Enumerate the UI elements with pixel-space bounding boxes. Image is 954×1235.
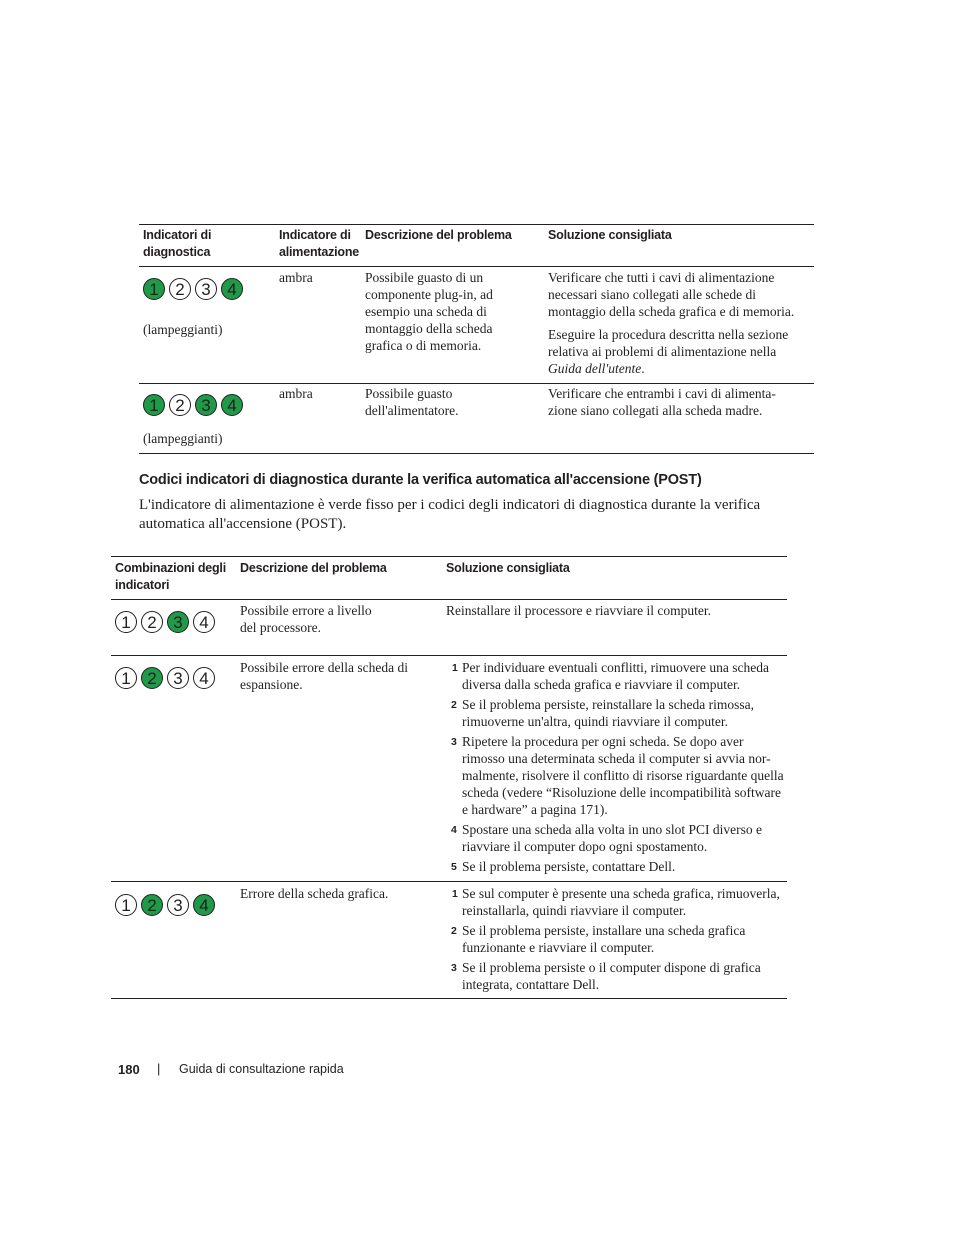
led-2-icon: 2 xyxy=(141,894,163,916)
solution-steps xyxy=(446,659,788,878)
solution-text: . xyxy=(641,361,645,376)
problem-description: Possibile errore della scheda di espansione. xyxy=(240,660,408,692)
table-top-rule xyxy=(111,556,787,557)
footer-title: Guida di consultazione rapida xyxy=(179,1062,344,1076)
step-text: Se il problema persiste, contattare Dell. xyxy=(462,859,676,874)
step-number: 3 xyxy=(451,962,457,974)
column-header: Indicatore di alimentazione xyxy=(279,228,360,259)
step-number: 4 xyxy=(451,824,457,836)
led-indicators xyxy=(143,278,243,300)
row-rule xyxy=(111,655,787,656)
column-header: Descrizione del problema xyxy=(240,561,387,575)
step-text: Per individuare eventuali conflitti, rimuovere una scheda diversa dalla scheda grafica e riavviare il computer. xyxy=(462,660,770,692)
header-rule xyxy=(111,599,787,600)
list-item xyxy=(446,659,788,693)
led-4-icon: 4 xyxy=(193,611,215,633)
column-header: Soluzione consigliata xyxy=(548,228,672,242)
led-3-icon: 3 xyxy=(195,394,217,416)
table-bottom-rule xyxy=(139,453,814,454)
solution-text: Eseguire la procedura descritta nella sezione relativa ai problemi di alimentazione nella xyxy=(548,327,789,359)
step-text: Se il problema persiste, installare una scheda grafica funzionante e riavviare il computer. xyxy=(462,923,746,955)
list-item xyxy=(446,733,788,818)
led-indicators xyxy=(115,611,215,633)
solution-steps xyxy=(446,885,780,996)
led-3-icon: 3 xyxy=(167,611,189,633)
solution-paragraph xyxy=(548,326,810,377)
column-header: Descrizione del problema xyxy=(365,228,512,242)
step-text: Se il problema persiste o il computer dispone di grafica integrata, contattare Dell. xyxy=(462,960,761,992)
led-1-icon: 1 xyxy=(115,611,137,633)
user-guide-reference: Guida dell'utente xyxy=(548,361,642,376)
problem-description: Errore della scheda grafica. xyxy=(240,886,389,901)
led-1-icon: 1 xyxy=(115,667,137,689)
led-4-icon: 4 xyxy=(193,667,215,689)
step-number: 2 xyxy=(451,699,457,711)
list-item xyxy=(446,821,788,855)
column-header: Soluzione consigliata xyxy=(446,561,570,575)
list-item xyxy=(446,885,780,919)
step-number: 3 xyxy=(451,736,457,748)
suggested-solution xyxy=(548,269,814,377)
step-number: 2 xyxy=(451,925,457,937)
led-indicators xyxy=(115,667,215,689)
blink-note: (lampeggianti) xyxy=(143,322,223,337)
led-indicators xyxy=(115,894,215,916)
step-text: Spostare una scheda alla volta in uno slot PCI diverso e riavviare il computer dopo ogni spostamento. xyxy=(462,822,762,854)
blink-note: (lampeggianti) xyxy=(143,431,223,446)
power-indicator-value: ambra xyxy=(279,386,313,401)
led-2-icon: 2 xyxy=(141,611,163,633)
led-2-icon: 2 xyxy=(141,667,163,689)
list-item xyxy=(446,922,780,956)
row-rule xyxy=(111,881,787,882)
led-3-icon: 3 xyxy=(167,667,189,689)
power-indicator-value: ambra xyxy=(279,270,313,285)
section-heading: Codici indicatori di diagnostica durante la verifica automatica all'accensione (POST) xyxy=(139,472,702,488)
led-2-icon: 2 xyxy=(169,278,191,300)
problem-description: Possibile errore a livello del processore. xyxy=(240,603,372,635)
footer-separator: | xyxy=(157,1061,161,1076)
page-number: 180 xyxy=(118,1062,140,1077)
led-4-icon: 4 xyxy=(221,394,243,416)
led-indicators xyxy=(143,394,243,416)
step-text: Se il problema persiste, reinstallare la scheda rimossa, rimuoverne un'altra, quindi riavviare il computer. xyxy=(462,697,755,729)
led-2-icon: 2 xyxy=(169,394,191,416)
step-number: 5 xyxy=(451,861,457,873)
suggested-solution: Verificare che entrambi i cavi di alimenta-zione siano collegati alla scheda madre. xyxy=(548,386,776,418)
solution-paragraph: Verificare che tutti i cavi di alimentazione necessari siano collegati alle schede di montaggio della scheda grafica e di memoria. xyxy=(548,270,795,319)
led-4-icon: 4 xyxy=(221,278,243,300)
led-3-icon: 3 xyxy=(195,278,217,300)
row-rule xyxy=(139,383,814,384)
column-header: Indicatori di diagnostica xyxy=(143,228,212,259)
led-3-icon: 3 xyxy=(167,894,189,916)
step-number: 1 xyxy=(452,888,458,900)
step-text: Se sul computer è presente una scheda grafica, rimuoverla, reinstallarla, quindi riavviare il computer. xyxy=(462,886,780,918)
list-item xyxy=(446,858,788,875)
led-1-icon: 1 xyxy=(143,394,165,416)
column-header: Combinazioni degli indicatori xyxy=(115,561,226,592)
step-number: 1 xyxy=(452,662,458,674)
header-rule xyxy=(139,266,814,267)
problem-description: Possibile guasto di un componente plug-in, ad esempio una scheda di montaggio della scheda grafica o di memoria. xyxy=(365,270,493,353)
list-item xyxy=(446,959,780,993)
list-item xyxy=(446,696,788,730)
table-bottom-rule xyxy=(111,998,787,999)
led-1-icon: 1 xyxy=(115,894,137,916)
table-top-rule xyxy=(139,224,814,225)
led-1-icon: 1 xyxy=(143,278,165,300)
section-paragraph: L'indicatore di alimentazione è verde fisso per i codici degli indicatori di diagnostica durante la verifica automatica all'accensione (POST). xyxy=(139,497,761,532)
problem-description: Possibile guasto dell'alimentatore. xyxy=(365,386,459,418)
suggested-solution: Reinstallare il processore e riavviare il computer. xyxy=(446,603,712,618)
led-4-icon: 4 xyxy=(193,894,215,916)
step-text: Ripetere la procedura per ogni scheda. Se dopo aver rimosso una determinata scheda il computer si avvia nor-malmente, risolvere il conflitto di risorse riguardante quella scheda (vedere “Risoluzione delle incompatibilità software e hardware” a pagina 171). xyxy=(462,734,784,817)
